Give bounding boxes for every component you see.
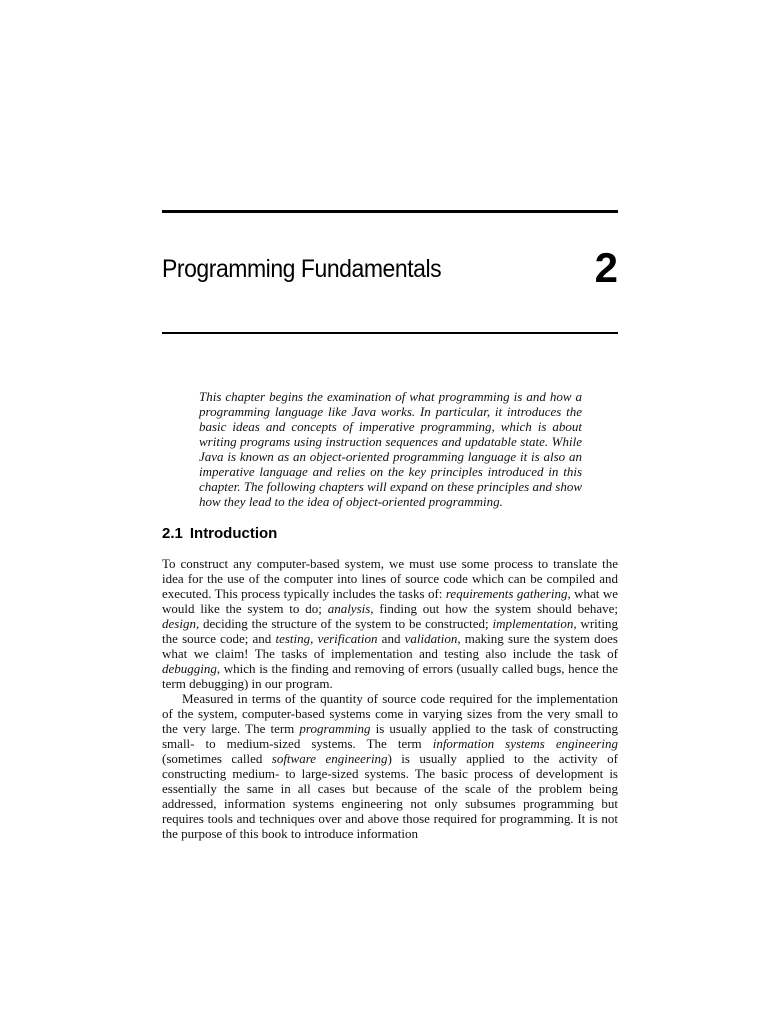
term-software-engineering: software engineering [271, 751, 388, 766]
text-run: , writing the source code; and [162, 616, 618, 646]
section-heading [162, 525, 277, 542]
text-run: , which is the finding and removing of errors (usually called bugs, hence the term debugging) in our program. [162, 661, 618, 691]
text-run: (sometimes called [162, 751, 272, 766]
paragraph [162, 556, 618, 691]
text-run: , making sure the system does what we claim! The tasks of implementation and testing also include the task of [162, 631, 618, 661]
term-validation: validation [404, 631, 458, 646]
term-programming: programming [299, 721, 371, 736]
term-debugging: debugging [162, 661, 217, 676]
chapter-top-rule [162, 210, 618, 213]
term-requirements-gathering: requirements gathering, [445, 586, 571, 601]
chapter-bottom-rule [162, 332, 618, 334]
term-testing-verification: testing, verification [275, 631, 378, 646]
term-analysis: analysis, [327, 601, 374, 616]
body-text [162, 556, 618, 841]
text-run: , deciding the structure of the system to be constructed; [195, 616, 493, 631]
section-title: Introduction [189, 525, 278, 542]
text-run: Measured in terms of the quantity of source code required for the implementation of the system, computer-based systems come in varying sizes from the very small to the very large. The term [162, 691, 618, 736]
term-implementation: implementation [492, 616, 574, 631]
text-run: what we would like the system to do; [162, 586, 618, 616]
text-run: ) is usually applied to the activity of constructing medium- to large-sized systems. The basic process of development is essentially the same in all cases but because of the scale of the problem being addressed, information systems engineering not only subsumes programming but requires tools and techniques over and above those required for programming. It is not the purpose of this book to introduce information [162, 751, 618, 841]
chapter-abstract: This chapter begins the examination of what programming is and how a programming language like Java works. In particular, it introduces the basic ideas and concepts of imperative programming, which is about writing programs using instruction sequences and updatable state. While Java is known as an object-oriented programming language it is also an imperative language and relies on the key principles introduced in this chapter. The following chapters will expand on these principles and show how they lead to the idea of object-oriented programming. [199, 389, 582, 509]
term-information-systems-engineering: information systems engineering [432, 736, 618, 751]
chapter-number: 2 [594, 244, 618, 291]
text-run: and [377, 631, 405, 646]
chapter-title: Programming Fundamentals [162, 255, 442, 283]
text-run: To construct any computer-based system, we must use some process to translate the idea for the use of the computer into lines of source code which can be compiled and executed. This process typically includes the tasks of: [162, 556, 618, 601]
section-number: 2.1 [162, 525, 183, 542]
text-run: is usually applied to the task of constructing small- to medium-sized systems. The term [162, 721, 618, 751]
term-design: design [162, 616, 196, 631]
text-run: finding out how the system should behave; [373, 601, 618, 616]
paragraph [162, 691, 618, 841]
